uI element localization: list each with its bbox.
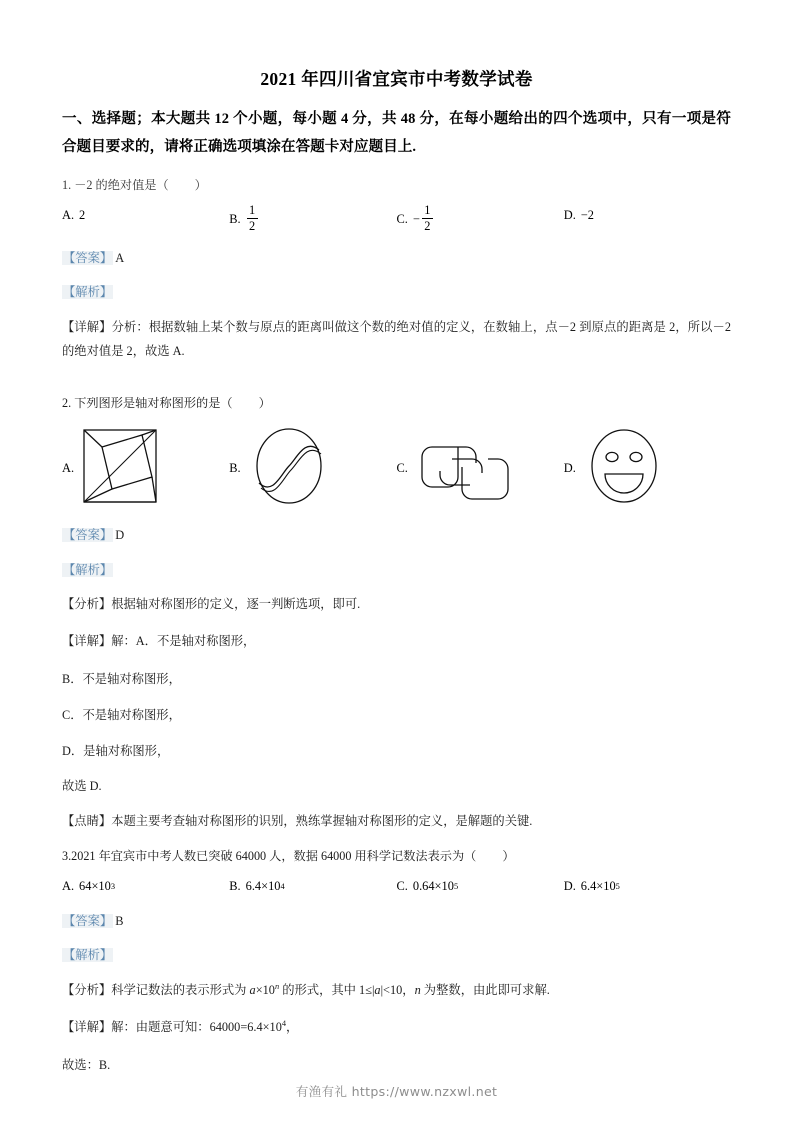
detail-tag: 【详解】 xyxy=(62,634,112,649)
fenxi-part-1: 科学记数法的表示形式为 xyxy=(111,983,250,998)
question-3-text: 2021 年宜宾市中考人数已突破 64000 人，数据 64000 用科学记数法表示为（ xyxy=(71,848,477,863)
mantissa: 6.4×10 xyxy=(245,879,281,894)
option-value xyxy=(246,205,259,233)
option-value: 0.64×10 5 xyxy=(412,879,459,894)
analysis-tag: 【解析】 xyxy=(63,285,113,300)
answer-value: A xyxy=(115,250,125,265)
option-2-d[interactable] xyxy=(564,426,731,511)
option-3-b[interactable] xyxy=(229,877,396,897)
question-2-answer-line xyxy=(62,526,731,546)
answer-value: B xyxy=(115,913,124,928)
question-1-answer-line xyxy=(62,249,731,269)
fraction-denominator: 2 xyxy=(249,218,256,233)
section-heading: 一、选择题；本大题共 12 个小题，每小题 4 分，共 48 分，在每小题给出的四个选项中，只有一项是符合题目要求的，请将正确选项填涂在答题卡对应题目上. xyxy=(62,111,731,156)
question-2-sub-line-b: B．不是轴对称图形， xyxy=(62,672,181,687)
option-1-a[interactable] xyxy=(62,205,229,225)
question-2-analysis-line xyxy=(62,561,731,581)
question-2-number: 2. xyxy=(62,396,72,410)
analysis-tag: 【解析】 xyxy=(63,948,113,963)
exponent: 4 xyxy=(281,1018,287,1028)
fenxi-part-3: 的形式，其中 1≤| xyxy=(279,983,375,998)
option-letter: C. xyxy=(396,211,408,226)
variable-a: a xyxy=(374,983,381,998)
variable-n: n xyxy=(414,983,421,998)
option-letter: D. xyxy=(563,879,576,894)
minus-sign: − xyxy=(412,211,420,226)
option-2-a[interactable] xyxy=(62,427,229,510)
fraction-denominator: 2 xyxy=(424,218,431,233)
page-title: 2021 年四川省宜宾市中考数学试卷 xyxy=(260,69,533,89)
option-3-a[interactable] xyxy=(62,877,229,897)
question-2-text: 下列图形是轴对称图形的是（ xyxy=(74,396,233,410)
option-value: 64×10 3 xyxy=(79,879,116,894)
option-letter: C. xyxy=(396,460,408,475)
fenxi-text: 根据轴对称图形的定义，逐一判断选项，即可. xyxy=(111,597,361,612)
option-value: 2 xyxy=(79,207,86,222)
footer-watermark: 有渔有礼 https://www.nzxwl.net xyxy=(295,1084,498,1099)
question-3-number: 3. xyxy=(62,848,72,863)
question-1-options xyxy=(62,205,731,233)
option-letter: D. xyxy=(563,207,576,222)
option-3-c[interactable] xyxy=(397,877,564,897)
question-2-figure-options xyxy=(62,426,731,511)
answer-value: D xyxy=(115,527,125,542)
smiley-face-figure-icon xyxy=(582,426,666,511)
option-letter: A. xyxy=(62,207,75,222)
question-3-paren-close: ） xyxy=(502,848,515,863)
inscribed-square-figure-icon xyxy=(80,427,164,510)
option-3-d[interactable] xyxy=(564,877,731,897)
question-1-analysis-line xyxy=(62,283,731,303)
question-3-conclusion: 故选：B. xyxy=(62,1058,111,1073)
option-2-b[interactable] xyxy=(229,426,396,511)
question-2-dianjing xyxy=(62,810,731,834)
option-letter: A. xyxy=(62,460,75,475)
question-1-stem xyxy=(62,175,731,196)
detail-part-2: ， xyxy=(286,1020,299,1035)
option-letter: A. xyxy=(62,879,75,894)
question-2-paren-close: ） xyxy=(258,396,271,410)
option-letter: B. xyxy=(229,211,241,226)
mantissa: 0.64×10 xyxy=(412,879,454,894)
fraction-one-half xyxy=(247,204,258,232)
detail-part-1: 解：由题意可知：64000=6.4×10 xyxy=(111,1020,282,1035)
question-2-conclusion: 故选 D. xyxy=(62,779,102,794)
option-1-b[interactable] xyxy=(229,205,396,233)
answer-tag: 【答案】 xyxy=(63,913,113,928)
option-1-d[interactable] xyxy=(564,205,731,225)
question-1-number: 1. xyxy=(62,177,72,192)
question-3-fenxi xyxy=(62,979,731,1003)
question-3-options xyxy=(62,877,731,897)
detail-text: 根据数轴上某个数与原点的距离叫做这个数的绝对值的定义，在数轴上，点－2 到原点的距离是 2，所以－2 的绝对值是 2，故选 A. xyxy=(62,320,731,359)
option-value: −2 xyxy=(580,207,594,222)
option-letter: B. xyxy=(229,879,241,894)
question-2-stem xyxy=(62,393,731,414)
fraction-numerator: 1 xyxy=(249,203,256,218)
question-2-sub-line-c: C．不是轴对称图形， xyxy=(62,707,181,722)
option-letter: B. xyxy=(229,460,241,475)
option-letter: D. xyxy=(563,460,576,475)
option-1-c[interactable] xyxy=(397,205,564,233)
detail-tag: 【详解】 xyxy=(62,320,112,335)
answer-tag: 【答案】 xyxy=(63,250,113,265)
fenxi-part-5: 为整数，由此即可求解. xyxy=(420,983,550,998)
question-3-detail xyxy=(62,1016,731,1040)
fenxi-tag: 【分析】 xyxy=(62,983,112,998)
detail-text: 解：A．不是轴对称图形， xyxy=(111,634,256,649)
question-3-analysis-line xyxy=(62,946,731,966)
tennis-ball-figure-icon xyxy=(247,426,331,511)
question-3-answer-line xyxy=(62,912,731,932)
fraction-neg-one-half xyxy=(422,204,433,232)
question-2-sub-line-d: D．是轴对称图形， xyxy=(62,743,170,758)
question-3-stem xyxy=(62,846,731,867)
option-letter: C. xyxy=(396,879,408,894)
variable-a: a xyxy=(249,983,256,998)
question-2-detail xyxy=(62,630,731,654)
detail-tag: 【详解】 xyxy=(62,1020,112,1035)
option-2-c[interactable] xyxy=(397,431,564,506)
option-value: 6.4×10 4 xyxy=(245,879,285,894)
detail-prefix: 分析： xyxy=(111,320,149,335)
question-2-fenxi xyxy=(62,593,731,617)
dianjing-text: 本题主要考查轴对称图形的识别，熟练掌握轴对称图形的定义，是解题的关键. xyxy=(111,813,533,828)
answer-tag: 【答案】 xyxy=(63,527,113,542)
mantissa: 6.4×10 xyxy=(580,879,616,894)
mantissa: 64×10 xyxy=(79,879,111,894)
option-value: 6.4×10 5 xyxy=(580,879,620,894)
option-value xyxy=(413,205,434,233)
fraction-numerator: 1 xyxy=(424,203,431,218)
question-1-detail xyxy=(62,316,731,364)
analysis-tag: 【解析】 xyxy=(63,562,113,577)
fenxi-tag: 【分析】 xyxy=(62,597,112,612)
variable-n-exponent: n xyxy=(274,982,280,991)
fenxi-part-4: |<10， xyxy=(380,983,415,998)
interlocking-links-figure-icon xyxy=(414,431,518,506)
dianjing-tag: 【点睛】 xyxy=(62,813,112,828)
question-1-paren-close: ） xyxy=(194,177,207,192)
question-1-text: －2 的绝对值是（ xyxy=(74,177,169,192)
fenxi-part-2: ×10 xyxy=(255,983,275,998)
